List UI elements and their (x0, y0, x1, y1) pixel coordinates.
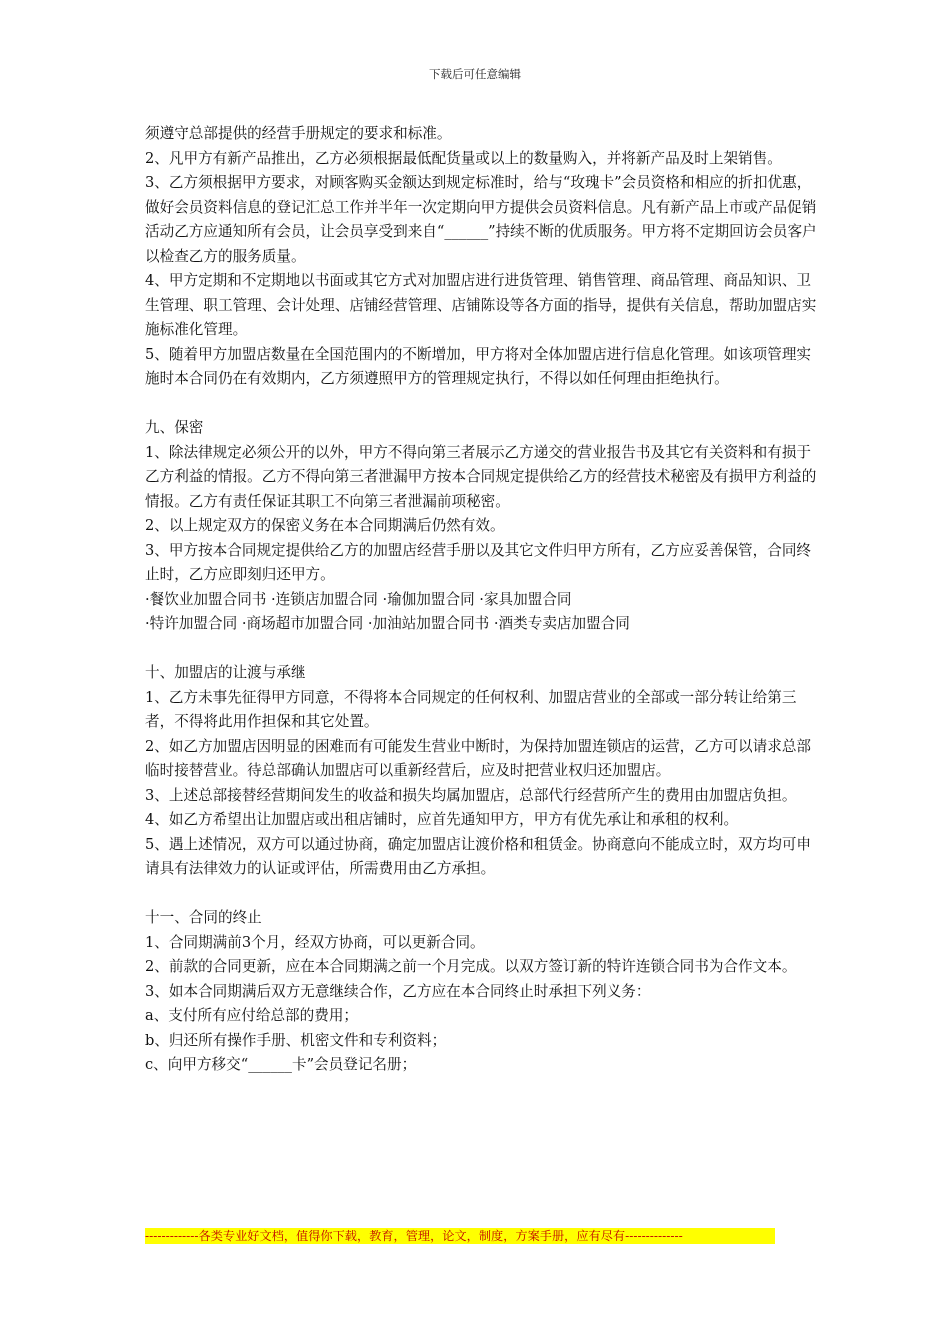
paragraph: 4、甲方定期和不定期地以书面或其它方式对加盟店进行进货管理、销售管理、商品管理、商品知识、卫生管理、职工管理、会计处理、店铺经营管理、店铺陈设等各方面的指导，提供有关信息，帮助加盟店实施标准化管理。 (145, 272, 817, 338)
paragraph: 1、乙方未事先征得甲方同意，不得将本合同规定的任何权利、加盟店营业的全部或一部分转让给第三者，不得将此用作担保和其它处置。 (145, 688, 797, 730)
promo-footer-banner: -------------各类专业好文档，值得你下载，教育，管理，论文，制度，方案手册，应有尽有-------------- (145, 1228, 775, 1244)
paragraph: 5、遇上述情况，双方可以通过协商，确定加盟店让渡价格和租赁金。协商意向不能成立时，双方均可申请具有法律效力的认证或评估，所需费用由乙方承担。 (145, 835, 812, 877)
list-item: a、支付所有应付给总部的费用； (145, 1007, 359, 1024)
page-header: 下载后可任意编辑 (429, 67, 521, 81)
paragraph: 1、合同期满前3个月，经双方协商，可以更新合同。 (145, 933, 485, 951)
paragraph: 须遵守总部提供的经营手册规定的要求和标准。 (145, 125, 452, 142)
paragraph: 3、上述总部接替经营期间发生的收益和损失均属加盟店，总部代行经营所产生的费用由加盟店负担。 (145, 786, 797, 804)
related-links: ·特许加盟合同 ·商场超市加盟合同 ·加油站加盟合同书 ·酒类专卖店加盟合同 (145, 615, 630, 632)
paragraph: 2、前款的合同更新，应在本合同期满之前一个月完成。以双方签订新的特许连锁合同书为合作文本。 (145, 958, 797, 975)
paragraph: 2、以上规定双方的保密义务在本合同期满后仍然有效。 (145, 517, 505, 534)
list-item: b、归还所有操作手册、机密文件和专利资料； (145, 1031, 447, 1049)
paragraph: 3、如本合同期满后双方无意继续合作，乙方应在本合同终止时承担下列义务： (145, 982, 651, 1000)
paragraph: 2、凡甲方有新产品推出，乙方必须根据最低配货量或以上的数量购入，并将新产品及时上架销售。 (145, 149, 782, 167)
paragraph: 3、甲方按本合同规定提供给乙方的加盟店经营手册以及其它文件归甲方所有，乙方应妥善保管，合同终止时，乙方应即刻归还甲方。 (145, 541, 812, 583)
section-title: 十、加盟店的让渡与承继 (145, 664, 306, 681)
document-body (145, 122, 817, 1078)
paragraph: 2、如乙方加盟店因明显的困难而有可能发生营业中断时，为保持加盟连锁店的运营，乙方可以请求总部临时接替营业。待总部确认加盟店可以重新经营后，应及时把营业权归还加盟店。 (145, 737, 812, 779)
section-title: 九、保密 (145, 419, 204, 436)
paragraph: 4、如乙方希望出让加盟店或出租店铺时，应首先通知甲方，甲方有优先承让和承租的权利。 (145, 811, 739, 828)
related-links: ·餐饮业加盟合同书 ·连锁店加盟合同 ·瑜伽加盟合同 ·家具加盟合同 (145, 590, 572, 608)
paragraph: 3、乙方须根据甲方要求，对顾客购买金额达到规定标准时，给与“玫瑰卡”会员资格和相应的折扣优惠，做好会员资料信息的登记汇总工作并半年一次定期向甲方提供会员资料信息。凡有新产品上市或产品促销活动乙方应通知所有会员，让会员享受到来自“______”持续不断的优质服务。甲方将不定期回访会员客户以检查乙方的服务质量。 (145, 174, 817, 265)
list-item: c、向甲方移交“______卡”会员登记名册； (145, 1056, 417, 1073)
section-title: 十一、合同的终止 (145, 909, 262, 926)
paragraph: 5、随着甲方加盟店数量在全国范围内的不断增加，甲方将对全体加盟店进行信息化管理。如该项管理实施时本合同仍在有效期内，乙方须遵照甲方的管理规定执行，不得以如任何理由拒绝执行。 (145, 345, 812, 387)
paragraph: 1、除法律规定必须公开的以外，甲方不得向第三者展示乙方递交的营业报告书及其它有关资料和有损于乙方利益的情报。乙方不得向第三者泄漏甲方按本合同规定提供给乙方的经营技术秘密及有损甲方利益的情报。乙方有责任保证其职工不向第三者泄漏前项秘密。 (145, 443, 817, 510)
